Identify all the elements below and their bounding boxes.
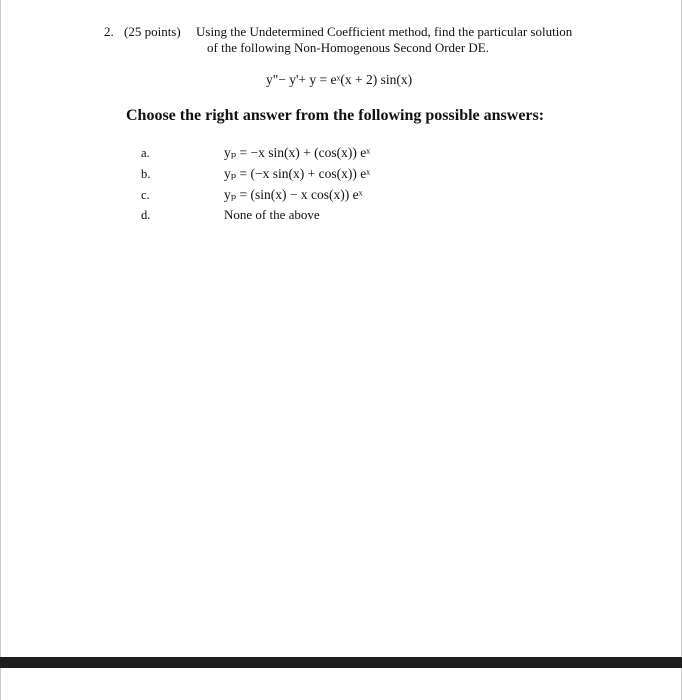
instruction-heading: Choose the right answer from the following possible answers:	[126, 107, 545, 124]
question-number: 2.	[104, 24, 114, 39]
option-c-letter: c.	[141, 188, 150, 202]
question-points: (25 points)	[124, 24, 181, 39]
option-c-formula: yₚ = (sin(x) − x cos(x)) eˣ	[224, 187, 363, 202]
option-d-text: None of the above	[224, 207, 320, 222]
option-b-letter: b.	[141, 167, 151, 181]
differential-equation: y"− y'+ y = eˣ(x + 2) sin(x)	[266, 72, 413, 87]
question-text-line1: Using the Undetermined Coefficient method, find the particular solution	[196, 24, 573, 39]
option-a-formula: yₚ = −x sin(x) + (cos(x)) eˣ	[224, 145, 371, 160]
question-text-line2: of the following Non-Homogenous Second Order DE.	[207, 40, 489, 55]
option-a-letter: a.	[141, 146, 150, 160]
page-left-border	[0, 0, 1, 700]
option-b-formula: yₚ = (−x sin(x) + cos(x)) eˣ	[224, 166, 371, 181]
bottom-divider-bar	[0, 657, 682, 668]
option-d-letter: d.	[141, 208, 151, 222]
